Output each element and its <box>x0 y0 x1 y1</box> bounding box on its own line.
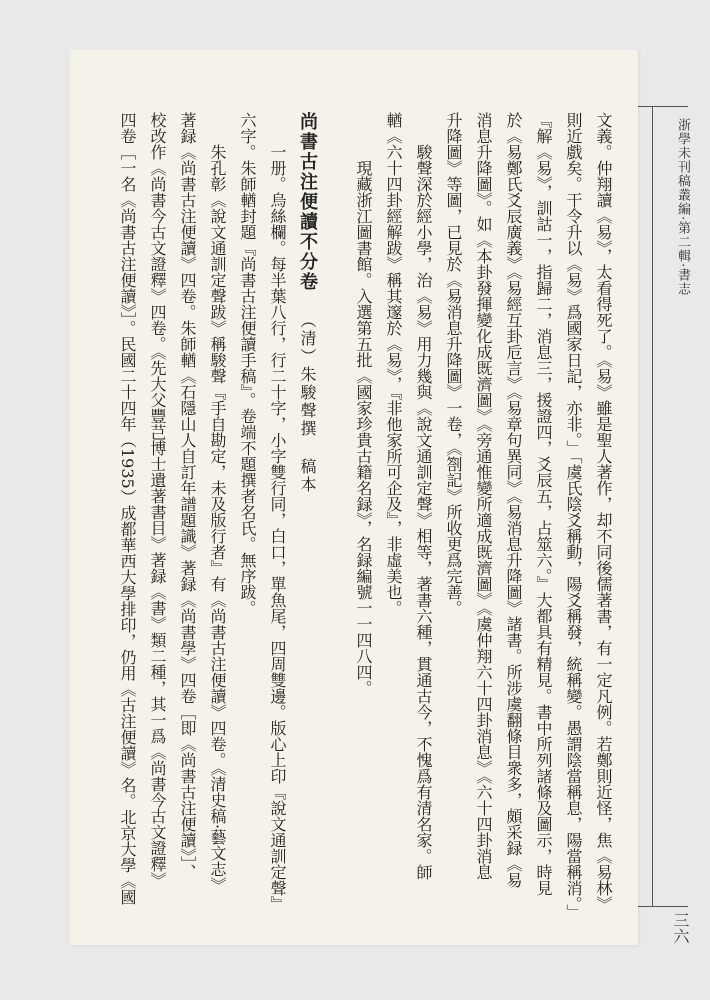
entry-gap <box>322 112 348 932</box>
text-line: 六字。朱師輶封題『尚書古注便讀手稿』。卷端不題撰者名氏。無序跋。 <box>238 112 257 616</box>
page-number: 三六 <box>671 912 690 944</box>
text-line: 文義。仲翔讀《易》，太看得死了。《易》雖是聖人著作，却不同後儒著書，有一定凡例。若鄭則近怪，焦《易林》 <box>594 112 613 912</box>
footer-rule <box>638 906 688 907</box>
text-line: 則近戲矣。干令升以《易》爲國家日記，亦非。」「虞氏陰爻稱動，陽爻稱發，統稱變。愚謂陰當稱息，陽當稱消。」 <box>564 112 583 920</box>
entry-title-line <box>292 112 322 932</box>
text-line: 一册。烏絲欄。每半葉八行，行二十字，小字雙行同，白口，單魚尾，四周雙邊。版心上印『說文通訓定聲』 <box>268 144 287 912</box>
text-line: 著録《尚書古注便讀》四卷。朱師輶《石隱山人自訂年譜題識》著録《尚書學》四卷［即《尚書古注便讀》］、 <box>178 112 197 880</box>
edition: 稿本 <box>298 458 317 494</box>
author-dynasty: （清） <box>298 312 317 366</box>
text-line: 輶《六十四卦經解跋》稱其邃於《易》，『非他家所可企及』，非虛美也。 <box>384 112 403 616</box>
text-line: 『解《易》，訓詁一，指歸二，消息三，援證四，爻辰五，占筮六。』大都具有精見。書中所列諸條及圖示，時見 <box>534 112 553 896</box>
body-text <box>78 112 618 932</box>
text-line: 校改作《尚書今古文證釋》四卷。《先大父豐芑博士遺著書目》著録《書》類二種，其一爲《尚書今古文證釋》 <box>148 112 167 888</box>
text-line: 四卷［一名《尚書古注便讀》］。民國二十四年（1935）成都華西大學排印，仍用《古注便讀》名。北京大學《國 <box>118 112 137 905</box>
text-line: 朱孔彰《說文通訓定聲跋》稱駿聲『手自勘定，未及版行者』有《尚書古注便讀》四卷。《清史稿·藝文志》 <box>208 144 227 894</box>
text-line: 消息升降圖》。如《本卦發揮變化成既濟圖》《旁通惟變所適成既濟圖》《虞仲翔六十四卦消息》《六十四卦消息 <box>474 112 493 880</box>
text-line: 駿聲深於經小學，治《易》用力幾與《說文通訓定聲》相等，著書六種，貫通古今，不愧爲有清名家。師 <box>414 144 433 880</box>
entry-title: 尚書古注便讀不分卷 <box>297 112 318 292</box>
text-line: 升降圖》等圖，已見於《易消息升降圖》一卷，《劄記》所收更爲完善。 <box>444 112 463 616</box>
text-line: 現藏浙江圖書館。入選第五批《國家珍貴古籍名録》，名録編號一一四八四。 <box>354 160 373 696</box>
author: 朱駿聲撰 <box>298 366 317 438</box>
text-line: 於《易鄭氏爻辰廣義》《易經互卦卮言》《易章句異同》《易消息升降圖》諸書。所涉虞翻條目衆多，頗采録《易 <box>504 112 523 888</box>
header-rule-top <box>638 106 688 107</box>
running-header: 浙學未刊稿叢編·第二輯·書志 <box>675 118 690 297</box>
